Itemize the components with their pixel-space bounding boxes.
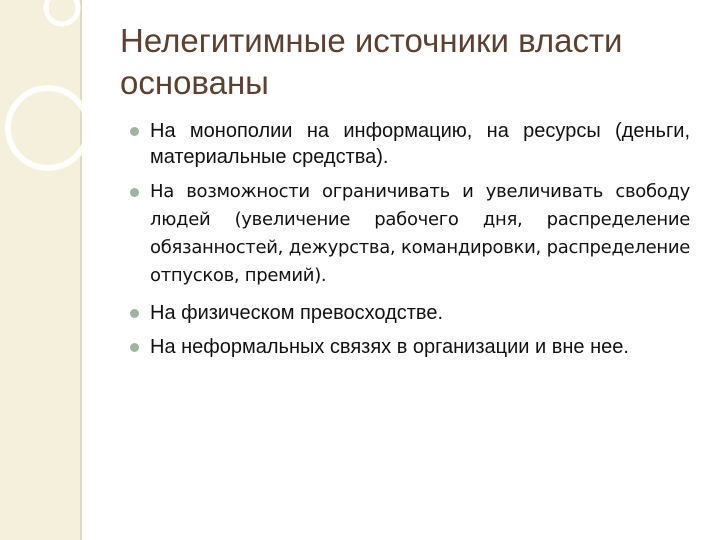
bullet-item (130, 118, 690, 170)
bullet-text: На физическом превосходстве. (150, 302, 444, 324)
decorative-circle-large (8, 88, 88, 168)
bullet-item (130, 178, 690, 290)
bullet-text: На монополии на информацию, на ресурсы (деньги, материальные средства). (150, 120, 690, 168)
bullet-dot-icon (130, 188, 139, 197)
decorative-circle-small (46, 0, 78, 24)
bullet-item (130, 300, 690, 326)
slide-title: Нелегитимные источники власти основаны (120, 22, 623, 101)
bullet-list (130, 118, 690, 360)
bullet-dot-icon (130, 343, 139, 352)
bullet-text: На возможности ограничивать и увеличивать свободу людей (увеличение рабочего дня, распределение обязанностей, дежурства, командировки, распределение отпусков, премий). (150, 181, 690, 286)
bullet-dot-icon (130, 309, 139, 318)
bullet-text: На неформальных связях в организации и вне нее. (150, 336, 629, 358)
bullet-item (130, 334, 690, 360)
bullet-dot-icon (130, 127, 139, 136)
